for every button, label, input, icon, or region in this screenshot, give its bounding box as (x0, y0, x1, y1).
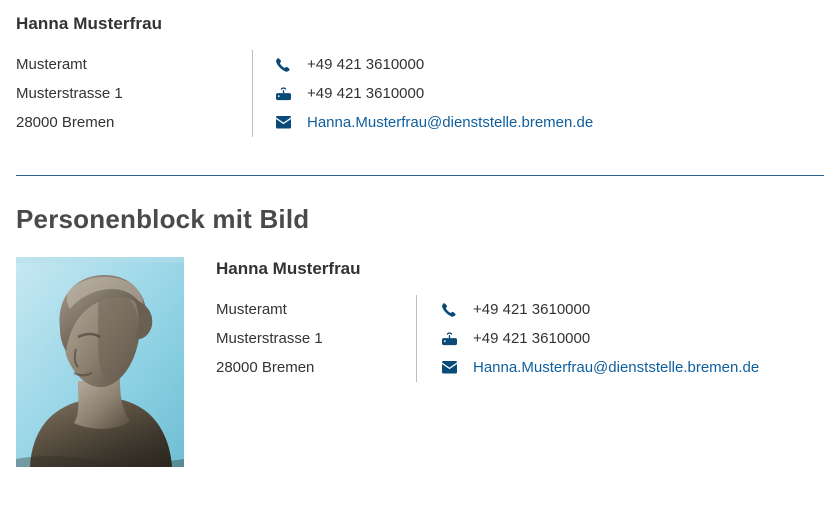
address-line-2: Musterstrasse 1 (216, 330, 323, 347)
fax-row (441, 324, 824, 353)
address-line-1: Musteramt (16, 56, 87, 73)
phone-icon (275, 57, 297, 73)
phone-icon (441, 302, 463, 318)
address-line-3: 28000 Bremen (216, 359, 315, 376)
phone-number: +49 421 3610000 (473, 301, 591, 318)
person-name: Hanna Musterfrau (216, 259, 361, 278)
phone-row (441, 295, 824, 324)
fax-icon (275, 86, 297, 102)
person-block-with-image (16, 257, 824, 467)
contact-row (216, 295, 824, 382)
section-heading: Personenblock mit Bild (16, 204, 310, 234)
person-details (216, 257, 824, 382)
email-row (441, 353, 824, 382)
email-row (275, 108, 824, 137)
email-icon (275, 116, 297, 129)
email-icon (441, 361, 463, 374)
fax-icon (441, 331, 463, 347)
email-link[interactable]: Hanna.Musterfrau@dienststelle.bremen.de (473, 359, 760, 376)
fax-number: +49 421 3610000 (307, 85, 425, 102)
person-name: Hanna Musterfrau (16, 14, 163, 33)
address-column (216, 295, 416, 382)
address-line-1: Musteramt (216, 301, 287, 318)
communication-column (275, 50, 824, 137)
address-line-2: Musterstrasse 1 (16, 85, 123, 102)
section-divider (16, 175, 824, 176)
communication-column (441, 295, 824, 382)
vertical-divider (252, 50, 253, 137)
fax-row (275, 79, 824, 108)
phone-row (275, 50, 824, 79)
person-block-plain (16, 0, 824, 137)
address-column (16, 50, 252, 137)
person-portrait-image (16, 257, 184, 467)
contact-row (16, 50, 824, 137)
phone-number: +49 421 3610000 (307, 56, 425, 73)
email-link[interactable]: Hanna.Musterfrau@dienststelle.bremen.de (307, 114, 594, 131)
vertical-divider (416, 295, 417, 382)
address-line-3: 28000 Bremen (16, 114, 115, 131)
fax-number: +49 421 3610000 (473, 330, 591, 347)
